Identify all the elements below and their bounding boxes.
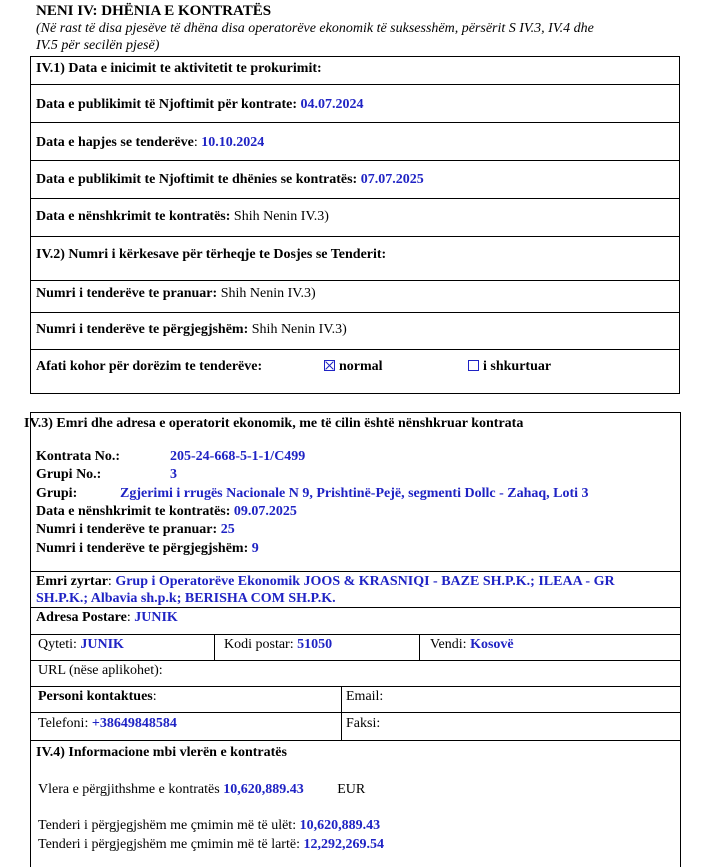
checked-checkbox-icon[interactable] xyxy=(324,360,335,371)
divider xyxy=(30,571,681,572)
divider xyxy=(30,160,680,161)
signing-label: Data e nënshkrimit te kontratës: xyxy=(36,209,234,224)
divider xyxy=(30,686,681,687)
address-row xyxy=(36,610,178,626)
box-left-border xyxy=(30,412,31,867)
section-note-line2: IV.5 për secilën pjesë) xyxy=(36,38,160,53)
deadline-label: Afati kohor për dorëzim te tenderëve: xyxy=(36,359,263,374)
iv3-responsive-label: Numri i tenderëve te përgjegjshëm: xyxy=(36,541,252,556)
official-name-sep: : xyxy=(107,574,116,589)
address-value: JUNIK xyxy=(134,610,178,625)
group-value: Zgjerimi i rrugës Nacionale N 9, Prishtinë-Pejë, segmenti Dollc - Zahaq, Loti 3 xyxy=(120,486,589,501)
section-note-line1: (Në rast të disa pjesëve të dhëna disa operatorëve ekonomik të suksesshëm, përsërit S IV.3, IV.4 dhe xyxy=(36,21,594,36)
iv3-signing-value: 09.07.2025 xyxy=(233,504,297,519)
pub-notice-row xyxy=(36,97,364,113)
contract-no-row xyxy=(36,449,305,465)
group-no-label: Grupi No.: xyxy=(36,467,102,482)
award-notice-label: Data e publikimit te Njoftimit te dhënies se kontratës: xyxy=(36,172,361,187)
opening-value: 10.10.2024 xyxy=(201,135,265,150)
address-label: Adresa Postare xyxy=(36,610,127,625)
lowest-value: 10,620,889.43 xyxy=(299,818,381,833)
pub-notice-value: 04.07.2024 xyxy=(300,97,364,112)
iv2-header: IV.2) Numri i kërkesave për tërheqje te Dosjes se Tenderit: xyxy=(36,247,387,262)
received-label: Numri i tenderëve te pranuar: xyxy=(36,286,221,301)
option-short[interactable] xyxy=(468,359,551,375)
divider xyxy=(30,349,680,350)
opening-sep: : xyxy=(193,135,202,150)
phone-label: Telefoni: xyxy=(38,716,92,731)
group-no-value: 3 xyxy=(170,467,177,482)
official-name-row xyxy=(36,574,615,590)
total-row xyxy=(38,782,365,798)
iv3-signing-label: Data e nënshkrimit te kontratës: xyxy=(36,504,234,519)
highest-label: Tenderi i përgjegjshëm me çmimin më të lartë: xyxy=(38,837,304,852)
signing-row xyxy=(36,209,329,225)
divider-vertical xyxy=(419,634,420,660)
postal-value: 51050 xyxy=(297,637,333,652)
phone-value: +38649848584 xyxy=(91,716,177,731)
lowest-label: Tenderi i përgjegjshëm me çmimin më të ulët: xyxy=(38,818,300,833)
currency: EUR xyxy=(337,782,366,797)
divider xyxy=(30,712,681,713)
iv4-header: IV.4) Informacione mbi vlerën e kontratës xyxy=(36,745,287,760)
city-label: Qyteti: xyxy=(38,637,81,652)
contact-sep: : xyxy=(152,689,157,704)
responsive-label: Numri i tenderëve te përgjegjshëm: xyxy=(36,322,252,337)
address-sep: : xyxy=(126,610,135,625)
iv3-received-row xyxy=(36,522,235,538)
contact-label: Personi kontaktues xyxy=(38,689,153,704)
option-normal-label: normal xyxy=(339,359,383,374)
iv3-responsive-value: 9 xyxy=(251,541,259,556)
iv3-header: IV.3) Emri dhe adresa e operatorit ekonomik, me të cilin është nënshkruar kontrata xyxy=(24,416,524,431)
opening-row xyxy=(36,135,264,151)
divider xyxy=(30,312,680,313)
group-no-row xyxy=(36,467,177,483)
official-name-label: Emri zyrtar xyxy=(36,574,108,589)
signing-value: Shih Nenin IV.3) xyxy=(233,209,329,224)
country-value: Kosovë xyxy=(470,637,514,652)
divider xyxy=(30,84,680,85)
divider xyxy=(30,660,681,661)
highest-value: 12,292,269.54 xyxy=(303,837,384,852)
iv3-received-value: 25 xyxy=(220,522,235,537)
opening-label: Data e hapjes se tenderëve xyxy=(36,135,194,150)
city-value: JUNIK xyxy=(80,637,124,652)
option-short-label: i shkurtuar xyxy=(483,359,552,374)
box-right-border xyxy=(680,412,681,867)
postal-label: Kodi postar: xyxy=(224,637,298,652)
responsive-value: Shih Nenin IV.3) xyxy=(251,322,347,337)
city-cell xyxy=(38,637,124,653)
received-row xyxy=(36,286,316,302)
total-value: 10,620,889.43 xyxy=(223,782,304,797)
fax-label: Faksi: xyxy=(346,716,381,731)
contract-no-label: Kontrata No.: xyxy=(36,449,120,464)
divider xyxy=(30,198,680,199)
divider xyxy=(30,280,680,281)
phone-cell xyxy=(38,716,177,732)
received-value: Shih Nenin IV.3) xyxy=(220,286,316,301)
official-name-line1: Grup i Operatorëve Ekonomik JOOS & KRASNIQI - BAZE SH.P.K.; ILEAA - GR xyxy=(115,574,615,589)
iv1-header: IV.1) Data e inicimit te aktivitetit te prokurimit: xyxy=(36,61,322,76)
group-label: Grupi: xyxy=(36,486,78,501)
postal-cell xyxy=(224,637,332,653)
divider-vertical xyxy=(341,686,342,740)
url-label: URL (nëse aplikohet): xyxy=(38,663,163,678)
award-notice-row xyxy=(36,172,424,188)
unchecked-checkbox-icon[interactable] xyxy=(468,360,479,371)
contract-no-value: 205-24-668-5-1-1/C499 xyxy=(170,449,306,464)
divider xyxy=(30,740,681,741)
divider xyxy=(30,122,680,123)
divider xyxy=(30,236,680,237)
divider xyxy=(30,412,681,413)
group-row xyxy=(36,486,589,502)
iv3-signing-row xyxy=(36,504,297,520)
responsive-row xyxy=(36,322,347,338)
divider xyxy=(30,634,681,635)
iv3-responsive-row xyxy=(36,541,259,557)
lowest-row xyxy=(38,818,380,834)
iv3-received-label: Numri i tenderëve te pranuar: xyxy=(36,522,221,537)
email-label: Email: xyxy=(346,689,384,704)
official-name-line2: SH.P.K.; Albavia sh.p.k; BERISHA COM SH.P.K. xyxy=(36,591,336,606)
total-label: Vlera e përgjithshme e kontratës xyxy=(38,782,224,797)
divider-vertical xyxy=(214,634,215,660)
country-cell xyxy=(430,637,514,653)
section-title: NENI IV: DHËNIA E KONTRATËS xyxy=(36,3,272,19)
highest-row xyxy=(38,837,384,853)
pub-notice-label: Data e publikimit të Njoftimit për kontrate: xyxy=(36,97,301,112)
contact-cell xyxy=(38,689,157,705)
award-notice-value: 07.07.2025 xyxy=(360,172,424,187)
country-label: Vendi: xyxy=(430,637,471,652)
option-normal[interactable] xyxy=(324,359,383,375)
divider xyxy=(30,607,681,608)
